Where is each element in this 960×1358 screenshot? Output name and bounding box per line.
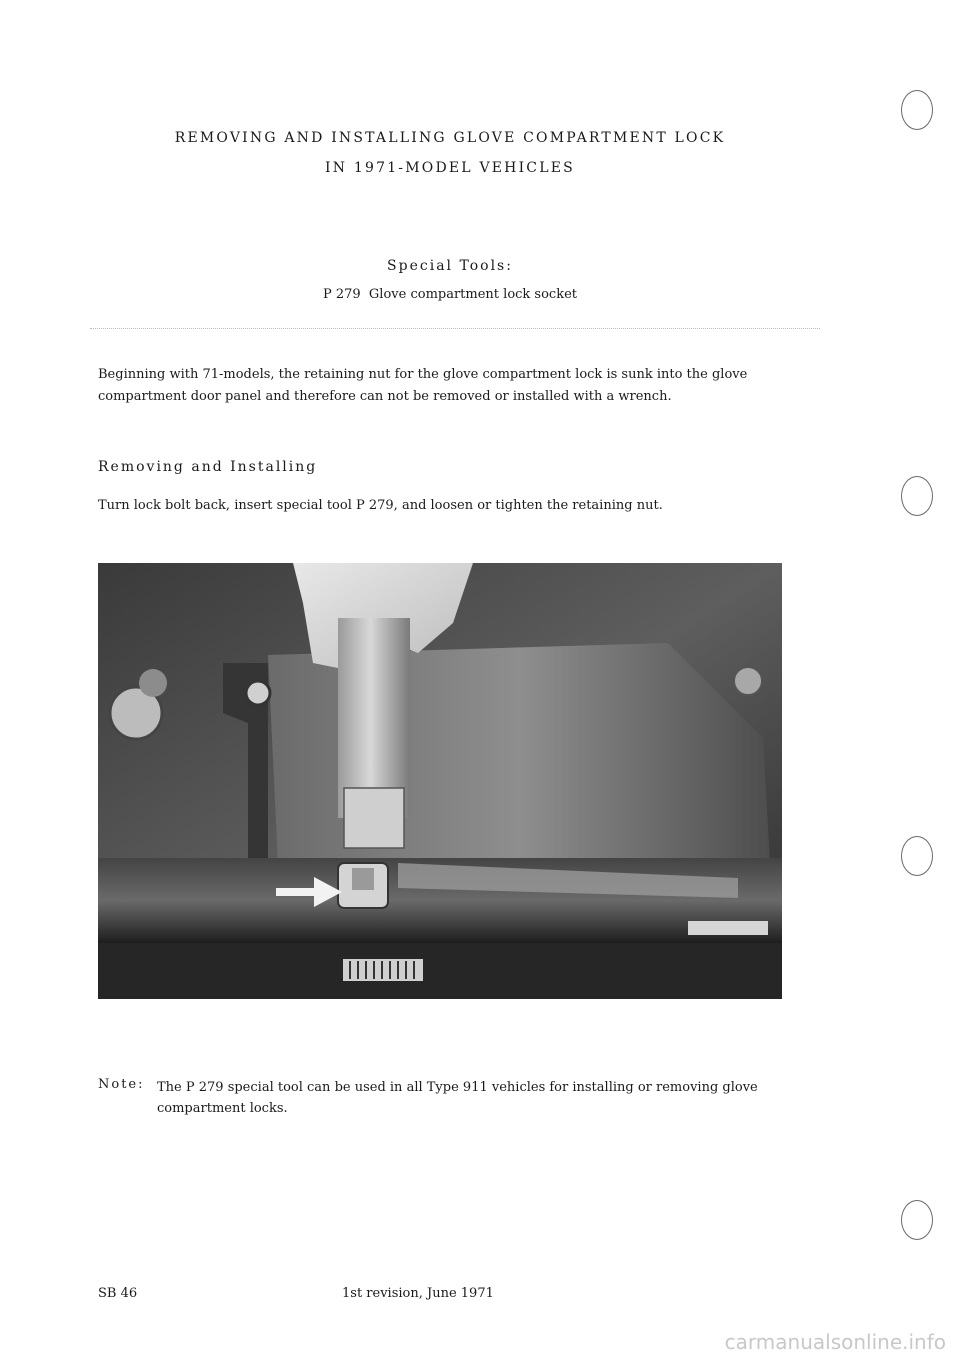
punch-hole (901, 90, 933, 130)
footer-revision: 1st revision, June 1971 (342, 1286, 494, 1301)
note-text: The P 279 special tool can be used in all Type 911 vehicles for installing or removing glove compartment locks. (157, 1080, 758, 1116)
punch-hole (901, 836, 933, 876)
page-title-line1: REMOVING AND INSTALLING GLOVE COMPARTMENT LOCK (174, 130, 726, 146)
lock-socket-photo (98, 563, 782, 999)
section-heading: Removing and Installing (98, 459, 318, 475)
page-title-line2: IN 1971-MODEL VEHICLES (325, 160, 575, 176)
punch-hole (901, 1200, 933, 1240)
divider (90, 328, 820, 329)
footer-doc-number: SB 46 (98, 1286, 138, 1301)
special-tools-heading: Special Tools: (387, 258, 513, 274)
note-label: Note: (98, 1077, 145, 1092)
watermark: carmanualsonline.info (724, 1330, 946, 1354)
section-paragraph: Turn lock bolt back, insert special tool P 279, and loosen or tighten the retaining nut. (98, 498, 663, 513)
intro-paragraph: Beginning with 71-models, the retaining nut for the glove compartment lock is sunk into the glove compartment door panel and therefore can not be removed or installed with a wrench. (98, 367, 748, 404)
punch-hole (901, 476, 933, 516)
special-tool-item: P 279 Glove compartment lock socket (322, 287, 578, 302)
